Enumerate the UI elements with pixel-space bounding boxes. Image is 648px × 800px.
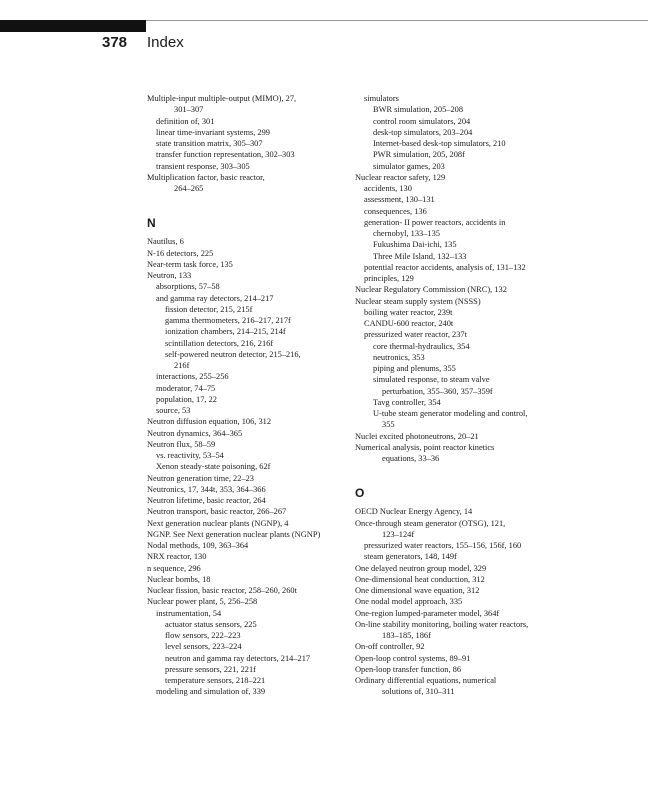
index-entry: One delayed neutron group model, 329 [355,563,487,573]
index-entry: state transition matrix, 305–307 [156,139,263,148]
index-entry: accidents, 130 [364,184,412,193]
page-number: 378 [102,34,128,51]
index-entry: absorptions, 57–58 [156,282,220,292]
index-entry: perturbation, 355–360, 357–359f [382,386,493,396]
index-entry: Nodal methods, 109, 363–364 [147,541,249,550]
index-entry: chernobyl, 133–135 [373,229,440,238]
index-entry: Open-loop transfer function, 86 [355,664,462,674]
index-entry: Neutron dynamics, 364–365 [147,428,243,438]
index-entry: equations, 33–36 [382,454,440,463]
index-entry: boiling water reactor, 239t [364,307,453,317]
index-entry: One-region lumped-parameter model, 364f [355,608,500,618]
index-entry: Neutron transport, basic reactor, 266–267 [147,507,287,517]
index-entry: BWR simulation, 205–208 [373,105,464,115]
index-entry: pressurized water reactors, 155–156, 156f, 160 [364,541,522,550]
index-entry: Multiplication factor, basic reactor, [147,172,265,182]
index-entry: One nodal model approach, 335 [355,597,463,607]
index-entry: scintillation detectors, 216, 216f [165,338,274,348]
index-entry: Three Mile Island, 132–133 [373,251,467,261]
index-entry: Nuclei excited photoneutrons, 20–21 [355,431,479,441]
page-title: Index [147,34,184,51]
index-entry: level sensors, 223–224 [165,642,242,652]
index-entry: Neutronics, 17, 344t, 353, 364–366 [147,484,266,494]
index-entry: actuator status sensors, 225 [165,619,257,629]
index-entry: Xenon steady-state poisoning, 62f [156,462,271,472]
index-entry: potential reactor accidents, analysis of, 131–132 [364,262,526,272]
header-bar-black [0,20,146,32]
index-entry: Nuclear power plant, 5, 256–258 [147,597,258,607]
index-entry: neutronics, 353 [373,352,425,362]
index-entry: self-powered neutron detector, 215–216, [165,349,301,359]
header-rule [146,20,648,21]
index-entry: simulated response, to steam valve [373,375,490,385]
index-entry: PWR simulation, 205, 208f [373,150,465,160]
index-entry: Internet-based desk-top simulators, 210 [373,139,506,148]
index-entry: generation- II power reactors, accidents in [364,217,506,227]
index-entry: On-off controller, 92 [355,642,425,652]
index-entry: n sequence, 296 [147,563,201,573]
index-entry: population, 17, 22 [156,394,217,404]
index-entry: Open-loop control systems, 89–91 [355,653,471,663]
section-letter: N [147,216,156,231]
index-entry: 123–124f [382,529,415,539]
index-entry: One dimensional wave equation, 312 [355,586,480,595]
index-entry: interactions, 255–256 [156,372,229,382]
index-entry: and gamma ray detectors, 214–217 [156,293,274,303]
index-entry: neutron and gamma ray detectors, 214–217 [165,653,311,663]
index-entry: U-tube steam generator modeling and control, [373,409,528,418]
index-entry: moderator, 74–75 [156,383,216,393]
index-entry: linear time-invariant systems, 299 [156,127,270,137]
index-entry: Next generation nuclear plants (NGNP), 4 [147,518,289,528]
index-entry: definition of, 301 [156,116,215,126]
section-letter: O [355,486,365,501]
index-entry: source, 53 [156,406,191,415]
index-entry: Neutron lifetime, basic reactor, 264 [147,496,266,505]
index-entry: CANDU-600 reactor, 240t [364,319,454,328]
index-entry: N-16 detectors, 225 [147,248,214,258]
index-entry: modeling and simulation of, 339 [156,687,266,697]
index-entry: 183–185, 186f [382,631,431,640]
index-entry: Nuclear fission, basic reactor, 258–260, 260t [147,586,297,595]
index-entry: instrumentation, 54 [156,608,222,618]
index-entry: ionization chambers, 214–215, 214f [165,327,286,337]
index-entry: NGNP. See Next generation nuclear plants (NGNP) [147,529,321,539]
index-entry: assessment, 130–131 [364,195,435,205]
index-entry: Tavg controller, 354 [373,397,441,407]
index-entry: Neutron diffusion equation, 106, 312 [147,417,272,427]
index-entry: transient response, 303–305 [156,161,250,171]
index-entry: 216f [174,361,190,370]
index-entry: Neutron generation time, 22–23 [147,473,254,483]
index-entry: core thermal-hydraulics, 354 [373,341,470,351]
index-entry: Numerical analysis, point reactor kinetics [355,442,495,452]
index-entry: One-dimensional heat conduction, 312 [355,574,485,584]
index-entry: steam generators, 148, 149f [364,552,457,562]
index-entry: Once-through steam generator (OTSG), 121, [355,518,506,528]
index-entry: Nuclear Regulatory Commission (NRC), 132 [355,285,507,295]
index-entry: Neutron, 133 [147,271,192,280]
index-entry: simulators [364,94,399,103]
index-entry: Nautilus, 6 [147,237,184,247]
index-entry: piping and plenums, 355 [373,364,456,373]
index-entry: principles, 129 [364,274,414,283]
index-entry: temperature sensors, 218–221 [165,676,266,685]
index-entry: Nuclear reactor safety, 129 [355,172,446,182]
index-entry: 301–307 [174,105,204,115]
index-entry: Near-term task force, 135 [147,259,233,269]
index-entry: flow sensors, 222–223 [165,631,241,640]
header-bar [0,20,648,32]
index-entry: control room simulators, 204 [373,116,471,126]
index-entry: desk-top simulators, 203–204 [373,127,473,137]
index-entry: simulator games, 203 [373,161,445,171]
index-column-right [355,93,560,698]
index-entry: Ordinary differential equations, numerical [355,676,497,685]
index-entry: Nuclear steam supply system (NSSS) [355,296,481,306]
index-entry: fission detector, 215, 215f [165,304,253,314]
index-entry: consequences, 136 [364,206,427,216]
index-entry: pressure sensors, 221, 221f [165,664,256,674]
index-entry: pressurized water reactor, 237t [364,330,467,340]
index-entry: On-line stability monitoring, boiling water reactors, [355,619,529,629]
index-entry: 264–265 [174,184,204,193]
index-entry: gamma thermometers, 216–217, 217f [165,316,291,325]
index-column-left [147,93,347,698]
index-entry: OECD Nuclear Energy Agency, 14 [355,507,473,517]
index-entry: solutions of, 310–311 [382,687,455,697]
index-entry: NRX reactor, 130 [147,552,207,562]
index-entry: vs. reactivity, 53–54 [156,451,224,460]
index-entry: Neutron flux, 58–59 [147,439,216,449]
index-entry: 355 [382,420,395,430]
index-entry: transfer function representation, 302–303 [156,150,295,160]
index-entry: Multiple-input multiple-output (MIMO), 27, [147,94,297,103]
index-entry: Fukushima Dai-ichi, 135 [373,240,457,250]
index-entry: Nuclear bombs, 18 [147,574,211,584]
